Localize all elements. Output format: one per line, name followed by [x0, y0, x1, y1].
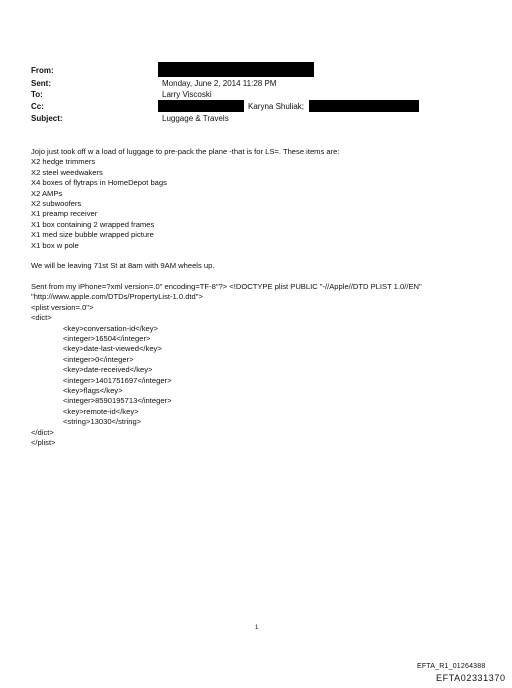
cc-value: Karyna Shuliak;: [248, 102, 305, 111]
dict-entry: <integer>1401751697</integer>: [63, 375, 172, 385]
dict-entry: <string>13030</string>: [63, 417, 142, 427]
list-item: X1 box containing 2 wrapped frames: [31, 219, 155, 229]
list-item: X2 steel weedwakers: [31, 167, 103, 177]
dict-entry: <key>date-received</key>: [63, 365, 153, 375]
subject-label: Subject:: [31, 114, 63, 123]
dict-entry: <integer>8590195713</integer>: [63, 396, 172, 406]
list-item: X2 AMPs: [31, 188, 63, 198]
list-item: X2 subwoofers: [31, 198, 82, 208]
page-number: 1: [255, 625, 259, 631]
dict-entry: <key>flags</key>: [63, 385, 123, 395]
message-body: [31, 147, 422, 448]
plist-open-line: <plist version=.0">: [31, 302, 94, 312]
redacted-cc-2: [309, 100, 419, 112]
subject-value: Luggage & Travels: [162, 114, 229, 123]
redacted-from: [158, 62, 314, 77]
to-value: Larry Viscoski: [162, 90, 212, 99]
dict-entry: <key>remote-id</key>: [63, 406, 139, 416]
bates-number-primary: EFTA_R1_01264388: [417, 663, 486, 670]
list-item: X4 boxes of flytraps in HomeDepot bags: [31, 178, 167, 188]
dict-entry: <key>conversation-id</key>: [63, 323, 158, 333]
dict-close-line: </dict>: [31, 427, 54, 437]
list-item: X1 med size bubble wrapped picture: [31, 230, 154, 240]
dict-entry: <key>date-last-viewed</key>: [63, 344, 162, 354]
departure-line: We will be leaving 71st St at 8am with 9AM wheels up.: [31, 261, 215, 271]
to-label: To:: [31, 90, 43, 99]
list-item: X1 box w pole: [31, 240, 79, 250]
bates-number-secondary: EFTA02331370: [436, 673, 506, 683]
sent-label: Sent:: [31, 79, 51, 88]
sent-value: Monday, June 2, 2014 11:28 PM: [162, 79, 277, 88]
dict-open-line: <dict>: [31, 313, 52, 323]
from-label: From:: [31, 66, 54, 75]
intro-line: Jojo just took off w a load of luggage to pre-pack the plane -that is for LS=. These items are:: [31, 147, 340, 156]
signature-line: "http://www.apple.com/DTDs/PropertyList-1.0.dtd">: [31, 292, 203, 302]
cc-label: Cc:: [31, 102, 44, 111]
list-item: X2 hedge trimmers: [31, 157, 96, 167]
redacted-cc-1: [158, 100, 244, 112]
plist-close-line: </plist>: [31, 437, 56, 447]
dict-entry: <integer>0</integer>: [63, 354, 134, 364]
list-item: X1 preamp receiver: [31, 209, 98, 219]
dict-entry: <integer>16504</integer>: [63, 334, 151, 344]
signature-line: Sent from my iPhone=?xml version=.0" encoding=TF-8"?> <!DOCTYPE plist PUBLIC "-//Apple//DTD PLIST 1.0//EN": [31, 282, 422, 292]
